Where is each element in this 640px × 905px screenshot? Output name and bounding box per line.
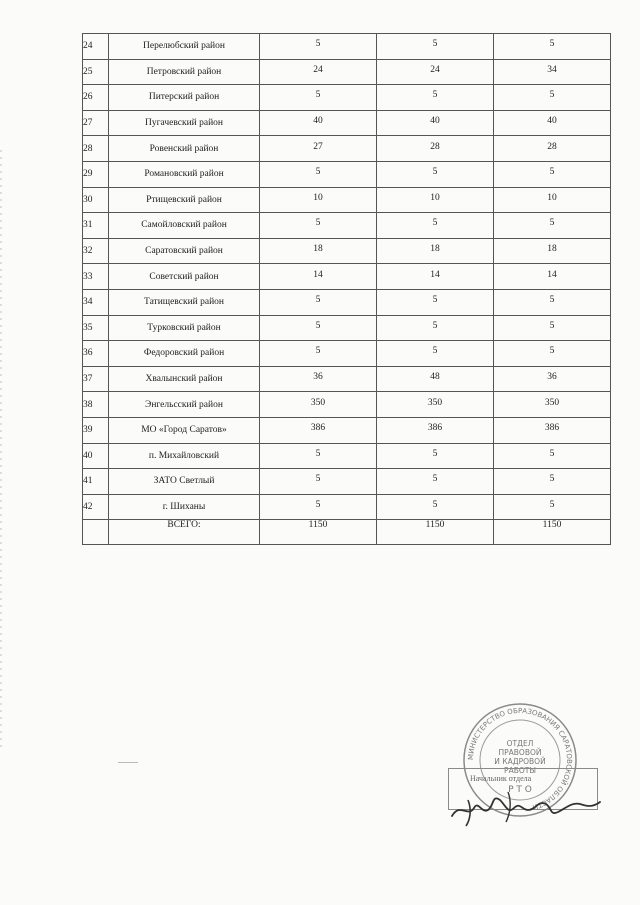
value-col-1-text: 5 <box>315 346 321 357</box>
value-col-3 <box>494 392 611 418</box>
value-col-3 <box>494 213 611 239</box>
row-number: 37 <box>83 366 109 392</box>
value-col-2-text: 40 <box>430 116 440 127</box>
region-name: Татищевский район <box>109 289 260 315</box>
value-col-3 <box>494 264 611 290</box>
value-col-1-text: 5 <box>315 218 321 229</box>
region-name: п. Михайловский <box>109 443 260 469</box>
value-col-2 <box>377 469 494 495</box>
table-row <box>83 213 611 239</box>
value-col-2-text: 18 <box>430 244 440 255</box>
regions-table <box>82 33 611 545</box>
value-col-2-text: 5 <box>432 346 438 357</box>
row-number: 28 <box>83 136 109 162</box>
value-col-2-text: 5 <box>432 320 438 331</box>
value-col-3 <box>494 187 611 213</box>
value-col-2 <box>377 392 494 418</box>
row-number: 40 <box>83 443 109 469</box>
value-col-2 <box>377 161 494 187</box>
row-number: 26 <box>83 85 109 111</box>
stamp-ring-text: МИНИСТЕРСТВО ОБРАЗОВАНИЯ САРАТОВСКОЙ ОБЛАСТИ <box>466 706 574 812</box>
row-number: 38 <box>83 392 109 418</box>
value-col-3 <box>494 110 611 136</box>
stamp-center-line: РАБОТЫ <box>504 766 536 775</box>
value-col-1-text: 350 <box>310 397 326 408</box>
value-col-2-text: 24 <box>430 64 440 75</box>
region-name: Саратовский район <box>109 238 260 264</box>
value-col-1 <box>260 264 377 290</box>
value-col-3-text: 350 <box>544 397 560 408</box>
table-row <box>83 417 611 443</box>
value-col-2-text: 14 <box>430 269 440 280</box>
value-col-3 <box>494 366 611 392</box>
value-col-1 <box>260 59 377 85</box>
table-row <box>83 366 611 392</box>
row-number: 39 <box>83 417 109 443</box>
value-col-1-text: 10 <box>313 192 323 203</box>
value-col-1 <box>260 494 377 520</box>
value-col-2-text: 5 <box>432 499 438 510</box>
value-col-3 <box>494 443 611 469</box>
value-col-1 <box>260 34 377 60</box>
value-col-2 <box>377 187 494 213</box>
value-col-2 <box>377 366 494 392</box>
table-row <box>83 494 611 520</box>
table-row <box>83 161 611 187</box>
region-name: г. Шиханы <box>109 494 260 520</box>
table-row <box>83 289 611 315</box>
row-number: 35 <box>83 315 109 341</box>
region-name: Пугачевский район <box>109 110 260 136</box>
stamp-box-text: Начальник отдела <box>470 774 532 783</box>
value-col-1 <box>260 341 377 367</box>
value-col-2 <box>377 213 494 239</box>
table-row <box>83 469 611 495</box>
official-stamp <box>448 700 608 830</box>
value-col-1-text: 5 <box>315 320 321 331</box>
scan-edge-noise <box>0 150 2 750</box>
value-col-2-text: 5 <box>432 39 438 50</box>
table-row <box>83 443 611 469</box>
value-col-1 <box>260 136 377 162</box>
value-col-2 <box>377 264 494 290</box>
value-col-3 <box>494 494 611 520</box>
value-col-1 <box>260 417 377 443</box>
table-row <box>83 264 611 290</box>
value-col-3-text: 5 <box>549 295 555 306</box>
value-col-3 <box>494 85 611 111</box>
row-number: 41 <box>83 469 109 495</box>
value-col-1-text: 40 <box>313 116 323 127</box>
total-label: ВСЕГО: <box>109 520 260 545</box>
value-col-2 <box>377 494 494 520</box>
table-row <box>83 187 611 213</box>
value-col-1 <box>260 315 377 341</box>
row-number: 25 <box>83 59 109 85</box>
region-name: ЗАТО Светлый <box>109 469 260 495</box>
row-number: 34 <box>83 289 109 315</box>
total-value-3: 1150 <box>494 520 611 545</box>
region-name: Советский район <box>109 264 260 290</box>
stamp-center-line: И КАДРОВОЙ <box>494 757 546 766</box>
total-value-1: 1150 <box>260 520 377 545</box>
value-col-2-text: 386 <box>427 423 443 434</box>
region-name: Самойловский район <box>109 213 260 239</box>
value-col-3-text: 5 <box>549 218 555 229</box>
table-row <box>83 110 611 136</box>
value-col-1 <box>260 238 377 264</box>
row-number: 42 <box>83 494 109 520</box>
stamp-center-line: ОТДЕЛ <box>506 739 534 748</box>
region-name: Питерский район <box>109 85 260 111</box>
value-col-3 <box>494 469 611 495</box>
value-col-2-text: 5 <box>432 448 438 459</box>
scan-mark <box>118 762 138 763</box>
value-col-2 <box>377 110 494 136</box>
value-col-3-text: 18 <box>547 244 557 255</box>
value-col-3 <box>494 341 611 367</box>
value-col-2 <box>377 238 494 264</box>
value-col-1-text: 5 <box>315 295 321 306</box>
row-number: 24 <box>83 34 109 60</box>
value-col-1-text: 18 <box>313 244 323 255</box>
value-col-1-text: 24 <box>313 64 323 75</box>
total-value-2: 1150 <box>377 520 494 545</box>
value-col-1 <box>260 289 377 315</box>
row-number: 36 <box>83 341 109 367</box>
value-col-2-text: 5 <box>432 295 438 306</box>
region-name: МО «Город Саратов» <box>109 417 260 443</box>
value-col-1 <box>260 366 377 392</box>
table-row <box>83 341 611 367</box>
value-col-1-text: 36 <box>313 372 323 383</box>
value-col-1-text: 5 <box>315 90 321 101</box>
table-row <box>83 85 611 111</box>
value-col-3-text: 5 <box>549 167 555 178</box>
stamp-bottom-text: Р Т О <box>508 785 532 795</box>
region-name: Ртищевский район <box>109 187 260 213</box>
table-row <box>83 392 611 418</box>
row-number: 27 <box>83 110 109 136</box>
value-col-3 <box>494 34 611 60</box>
table-row <box>83 59 611 85</box>
region-name: Федоровский район <box>109 341 260 367</box>
value-col-3-text: 40 <box>547 116 557 127</box>
value-col-3 <box>494 59 611 85</box>
row-number: 30 <box>83 187 109 213</box>
value-col-1-text: 5 <box>315 167 321 178</box>
value-col-3 <box>494 238 611 264</box>
value-col-3 <box>494 161 611 187</box>
value-col-2-text: 5 <box>432 167 438 178</box>
value-col-1 <box>260 443 377 469</box>
value-col-1 <box>260 110 377 136</box>
table-row <box>83 315 611 341</box>
value-col-2-text: 350 <box>427 397 443 408</box>
value-col-2-text: 48 <box>430 372 440 383</box>
value-col-3-text: 36 <box>547 372 557 383</box>
value-col-2 <box>377 136 494 162</box>
row-number: 31 <box>83 213 109 239</box>
value-col-1 <box>260 213 377 239</box>
total-blank-cell <box>83 520 109 545</box>
stamp-center-line: ПРАВОВОЙ <box>498 748 542 757</box>
value-col-2 <box>377 289 494 315</box>
value-col-2-text: 5 <box>432 218 438 229</box>
value-col-1 <box>260 161 377 187</box>
value-col-1-text: 386 <box>310 423 326 434</box>
table-body <box>83 34 611 545</box>
region-name: Романовский район <box>109 161 260 187</box>
row-number: 33 <box>83 264 109 290</box>
region-name: Перелюбский район <box>109 34 260 60</box>
total-row <box>83 520 611 545</box>
value-col-2-text: 10 <box>430 192 440 203</box>
value-col-1-text: 27 <box>313 141 323 152</box>
value-col-3-text: 5 <box>549 448 555 459</box>
value-col-3-text: 5 <box>549 90 555 101</box>
value-col-2 <box>377 443 494 469</box>
value-col-2 <box>377 341 494 367</box>
row-number: 32 <box>83 238 109 264</box>
region-name: Ровенский район <box>109 136 260 162</box>
value-col-2 <box>377 34 494 60</box>
value-col-3-text: 14 <box>547 269 557 280</box>
value-col-1 <box>260 392 377 418</box>
value-col-3-text: 5 <box>549 39 555 50</box>
signature-icon <box>448 780 608 830</box>
value-col-1-text: 14 <box>313 269 323 280</box>
table-row <box>83 238 611 264</box>
value-col-3-text: 5 <box>549 474 555 485</box>
value-col-2-text: 28 <box>430 141 440 152</box>
value-col-2 <box>377 59 494 85</box>
value-col-1 <box>260 187 377 213</box>
region-name: Энгельсский район <box>109 392 260 418</box>
value-col-2 <box>377 85 494 111</box>
value-col-3-text: 5 <box>549 346 555 357</box>
value-col-3 <box>494 417 611 443</box>
value-col-2 <box>377 315 494 341</box>
value-col-1-text: 5 <box>315 39 321 50</box>
value-col-1-text: 5 <box>315 448 321 459</box>
value-col-1 <box>260 85 377 111</box>
region-name: Хвалынский район <box>109 366 260 392</box>
value-col-2-text: 5 <box>432 90 438 101</box>
value-col-3-text: 34 <box>547 64 557 75</box>
table-row <box>83 34 611 60</box>
value-col-2 <box>377 417 494 443</box>
value-col-3-text: 10 <box>547 192 557 203</box>
table-row <box>83 136 611 162</box>
region-name: Турковский район <box>109 315 260 341</box>
value-col-2-text: 5 <box>432 474 438 485</box>
value-col-3-text: 386 <box>544 423 560 434</box>
row-number: 29 <box>83 161 109 187</box>
value-col-1-text: 5 <box>315 474 321 485</box>
value-col-3 <box>494 315 611 341</box>
value-col-1 <box>260 469 377 495</box>
value-col-3-text: 28 <box>547 141 557 152</box>
value-col-1-text: 5 <box>315 499 321 510</box>
value-col-3 <box>494 136 611 162</box>
region-name: Петровский район <box>109 59 260 85</box>
value-col-3 <box>494 289 611 315</box>
value-col-3-text: 5 <box>549 499 555 510</box>
value-col-3-text: 5 <box>549 320 555 331</box>
